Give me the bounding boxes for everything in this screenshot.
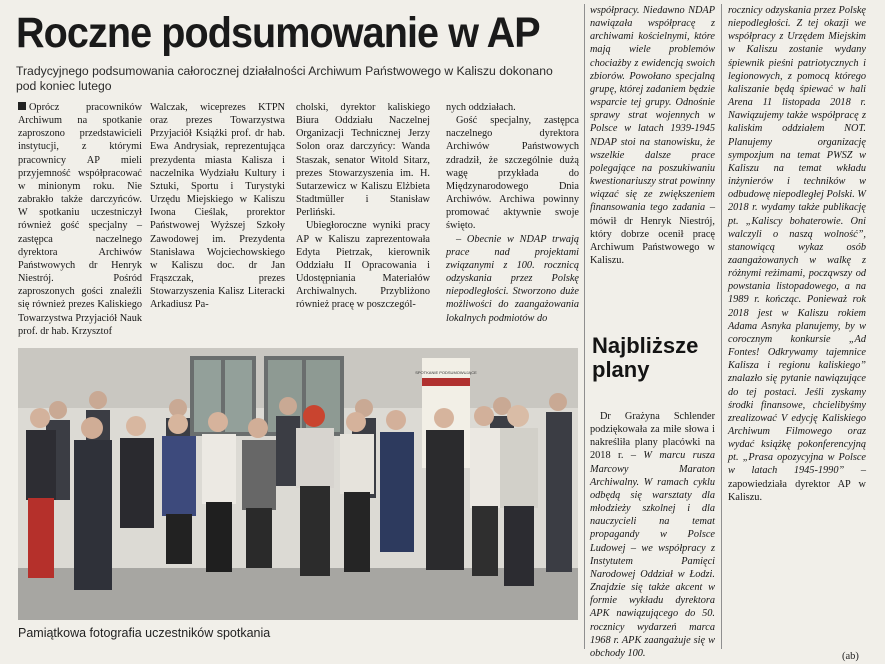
column-6-tail: – zapowiedziała dyrektor AP w Kaliszu.	[728, 465, 866, 503]
paragraph-start-square-icon	[18, 102, 26, 110]
column-6-quote: rocznicy odzyskania przez Polskę niepodległości. Z tej okazji we współpracy z Urzędem Miejskim w Kaliszu zostanie wydany śpiewnik pieśni patriotycznych i legionowych, z pomocą którego kaliszanie będą śpiewać w hali Arena 11 listopada 2018 r. Nawiązujemy także współpracę z kaliskim oddziałem NOT. Planujemy organizację sympozjum na temat PWSZ w Kaliszu na temat wkładu inżynierów i techników w odbudowę niepodległej Polski. W 2018 r. wydamy także publikację pt. „Kaliscy bohaterowie. Oni walczyli o naszą wolność”, stanowiącą wykaz osób zaangażowanych w walkę z różnymi reżimami, począwszy od powstania listopadowego, a na 1989 r. kończąc. Ponieważ rok 2018 jest w Kaliszu rokiem Adama Asnyka planujemy, by w corocznym konkursie „Ad Fontes! Odkrywamy tajemnice Kalisza i regionu kaliskiego” znalazło się pytanie nawiązujące do tej postaci. Jeśli zyskamy środki finansowe, chcielibyśmy zrealizować V edycję Kaliskiego Archiwum Filmowego oraz wydać książkę pokonferencyjną pt. „Prasa opozycyjna w Polsce w latach 1945-1990”	[728, 5, 866, 477]
column-rule	[721, 4, 722, 649]
article-column-5	[590, 4, 715, 334]
plans-intro: Dr Grażyna Schlender podziękowała za miłe słowa i nakreśliła plany placówki na 2018 r.	[590, 411, 715, 462]
article-column-3	[296, 101, 430, 351]
plans-quote: – W marcu rusza Marcowy Maraton Archiwalny. W ramach cyklu odbędą się warsztaty dla młodzieży szkolnej i dla nauczycieli na temat propagandy w Polsce Ludowej – we współpracy z Instytutem Pamięci Narodowej Oddział w Łodzi. Znajdzie się także akcent w formie wykładu dyrektora APK nawiązującego do 50. rocznicy wydarzeń marca 1968 r. APK zaangażuje się w obchody 100.	[590, 450, 716, 659]
article-column-1	[18, 101, 142, 351]
headline: Roczne podsumowanie w AP	[16, 9, 540, 57]
column-4-quote: – Obecnie w NDAP trwają prace nad projektami związanymi z 100. rocznicą odzyskania przez Polskę niepodległości. Stworzono duże możliwości do zaangażowania lokalnych podmiotów do	[446, 233, 579, 324]
photo-caption: Pamiątkowa fotografia uczestników spotkania	[18, 626, 271, 640]
article-column-6	[728, 4, 866, 649]
section-subheading: Najbliższe plany	[592, 333, 699, 382]
column-3-text-b: Ubiegłoroczne wyniki pracy AP w Kaliszu zaprezentowała Edyta Pietrzak, kierownik Oddziału II Opracowania i Udostępniania Materiałów Archiwalnych. Przybliżono również pracę w poszczegól-	[296, 220, 430, 311]
column-4-text-a: nych oddziałach.	[446, 102, 516, 113]
article-column-4	[446, 101, 579, 351]
lead-paragraph: Tradycyjnego podsumowania całorocznej działalności Archiwum Państwowego w Kaliszu dokonano pod koniec lutego	[16, 64, 553, 93]
article-column-5-lower	[590, 410, 716, 659]
column-4-text-b: Gość specjalny, zastępca naczelnego dyrektora Archiwów Państwowych zdradził, że szczególnie dużą wagę przykłada do Międzynarodowego Dnia Archiwów. Archiwa powinny promować aktywnie swoje święto.	[446, 115, 579, 232]
column-2-text: Walczak, wiceprezes KTPN oraz prezes Towarzystwa Przyjaciół Książki prof. dr hab. Ewa Andrysiak, reprezentująca prezydenta miasta Kalisza i naczelnika Wydziału Kultury i Sztuki, Sportu i Turystyki Urzędu Miejskiego w Kaliszu Iwona Cieślak, prorektor Państwowej Wyższej Szkoły Zawodowej im. Prezydenta Stanisława Wojciechowskiego w Kaliszu doc. dr Jan Frąszczak, prezes Stowarzyszenia Kalisz Literacki Arkadiusz Pa-	[150, 102, 285, 311]
column-3-text-a: cholski, dyrektor kaliskiego Biura Oddziału Naczelnej Organizacji Technicznej Jerzy Solon oraz darczyńcy: Wanda Staszak, senator Witold Sitarz, prezes Stowarzyszenia im. H. Sutarzewicz w Kaliszu Elżbieta Stadtmüller i Stanisław Perliński.	[296, 102, 430, 219]
author-signature: (ab)	[842, 651, 859, 662]
column-5-tail: – mówił dr Henryk Niestrój, który dobrze ocenił pracę Archiwum Państwowego w Kaliszu.	[590, 202, 715, 266]
column-5-quote: współpracy. Niedawno NDAP nawiązała współpracę z archiwami kościelnymi, które mają wiele problemów chociażby z ewidencją swoich zbiorów. Powołano specjalną grupę, której zadaniem będzie wsparcie tej grupy. Odnośnie sprawy strat wojennych w Polsce w latach 1939-1945 NDAP stoi na stanowisku, że wszelkie dalsze prace polegające na poszukiwaniu kwestionariuszy strat powinny wiązać się ze zwiększeniem finansowania tego zadania	[590, 5, 715, 214]
column-1-text: Oprócz pracowników Archiwum na spotkanie zaproszono przedstawicieli instytucji, z którymi pracownicy AP mieli przyjemność współpracować w minionym roku. Nie zabrakło także darczyńców. W spotkaniu uczestniczył również gość specjalny – zastępca naczelnego dyrektora Archiwów Państwowych dr Henryk Niestrój. Pośród zaproszonych gości znaleźli się również prezes Kaliskiego Towarzystwa Przyjaciół Nauk prof. dr hab. Krzysztof	[18, 102, 142, 337]
banner-text: SPOTKANIE PODSUMOWUJĄCE	[415, 370, 477, 375]
group-photo-illustration	[18, 348, 578, 620]
column-rule	[584, 4, 585, 649]
group-photo	[18, 348, 578, 620]
article-column-2	[150, 101, 285, 351]
